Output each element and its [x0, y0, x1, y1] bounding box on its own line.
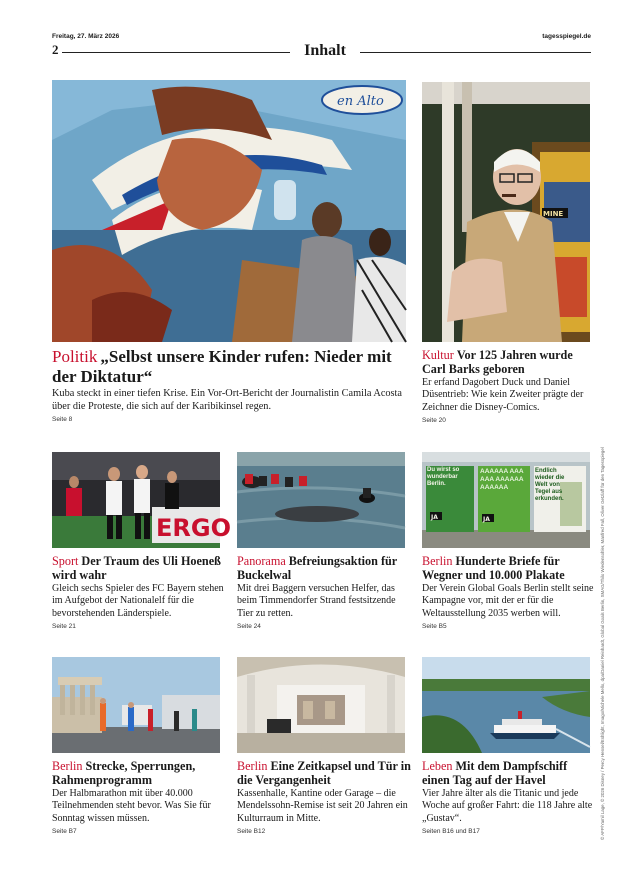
panorama-teaser: Mit drei Baggern versuchen Helfer, das beim Timmendorfer Strand festsitzende Tier zu retten. [237, 583, 396, 619]
sport-article[interactable] [52, 554, 224, 630]
mural-lettering: en Alto [337, 94, 384, 109]
poster-ja-2: JA [483, 516, 490, 523]
kultur-page-ref: Seite 20 [422, 417, 446, 425]
berlin-plakate-section-label: Berlin [422, 554, 453, 568]
header-rule-left [62, 52, 290, 53]
berlin-marathon-page-ref: Seite B7 [52, 828, 77, 836]
leben-section-label: Leben [422, 759, 453, 773]
lead-article[interactable] [52, 347, 412, 423]
berlin-remise-teaser: Kassenhalle, Kantine oder Garage – die Mendelssohn-Remise ist seit 20 Jahren ein Kulturraum in Mitte. [237, 788, 408, 824]
leben-image-steamship[interactable] [422, 657, 590, 753]
sport-page-ref: Seite 21 [52, 623, 76, 631]
berlin-remise-headline[interactable]: Berlin Eine Zeitkapsel und Tür in die Vergangenheit [237, 759, 411, 787]
berlin-marathon-article[interactable] [52, 759, 224, 835]
kultur-section-label: Kultur [422, 348, 454, 362]
lead-image-cuba-mural[interactable] [52, 80, 406, 342]
panorama-headline[interactable]: Panorama Befreiungsaktion für Buckelwal [237, 554, 397, 582]
berlin-plakate-teaser: Der Verein Global Goals Berlin stellt seine Kampagne vor, mit der er für die Weltausstellung 2035 werben will. [422, 583, 594, 619]
panorama-page-ref: Seite 24 [237, 623, 261, 631]
page-number: 2 [52, 42, 59, 57]
poster-3-text: Endlich wieder die Welt von Tegel aus erkunden. [535, 468, 565, 502]
lead-headline[interactable]: Politik „Selbst unsere Kinder rufen: Nieder mit der Diktatur“ [52, 347, 392, 386]
berlin-plakate-headline[interactable]: Berlin Hunderte Briefe für Wegner und 10.000 Plakate [422, 554, 565, 582]
berlin-remise-page-ref: Seite B12 [237, 828, 266, 836]
header-rule-right [360, 52, 591, 53]
photo-credits: © AFP/Yamil Lage, © 2026 Disney / Percy Hensel/Eshlight, Imago/Michele Mello, dpa/Daniel Reinhardt, Global Goals Berlin, SMAG/Thilo Wiedensohler, Manfred Fall, Oliver Getzlaff für den Tagesspiegel [600, 447, 605, 840]
kultur-teaser: Er erfand Dagobert Duck und Daniel Düsentrieb: Wie kein Zweiter prägte der Zeichner die Disney-Comics. [422, 377, 584, 413]
berlin-marathon-teaser: Der Halbmarathon mit über 40.000 Teilnehmenden steht bevor. Was Sie für Sonntag wissen müssen. [52, 788, 211, 824]
issue-date: Freitag, 27. März 2026 [52, 33, 120, 40]
panorama-article[interactable] [237, 554, 409, 630]
lead-teaser: Kuba steckt in einer tiefen Krise. Ein Vor-Ort-Bericht der Journalistin Camila Acosta über die Proteste, die sich auf der Karibikinsel regen. [52, 388, 402, 412]
berlin-plakate-article[interactable] [422, 554, 594, 630]
leben-page-ref: Seiten B16 und B17 [422, 828, 480, 836]
berlin-image-posters[interactable] [422, 452, 590, 548]
poster-2-text: AAAAAA AAAAAA AAAAAA AAAAAA [480, 468, 524, 491]
sport-headline[interactable]: Sport Der Traum des Uli Hoeneß wird wahr [52, 554, 221, 582]
sport-teaser: Gleich sechs Spieler des FC Bayern stehen im Aufgebot der Nationalelf für die bevorstehenden Länderspiele. [52, 583, 224, 619]
poster-1-text: Du wirst so wunderbar Berlin. [427, 467, 460, 487]
sport-image-football[interactable] [52, 452, 231, 548]
berlin-plakate-page-ref: Seite B5 [422, 623, 447, 631]
berlin-image-remise[interactable] [237, 657, 405, 753]
kultur-article[interactable] [422, 348, 594, 424]
ergo-banner-text: ERGO [156, 514, 231, 542]
poster-ja-1: JA [431, 514, 438, 521]
leben-headline[interactable]: Leben Mit dem Dampfschiff einen Tag auf der Havel [422, 759, 568, 787]
kultur-headline[interactable]: Kultur Vor 125 Jahren wurde Carl Barks geboren [422, 348, 573, 376]
site-url[interactable]: tagesspiegel.de [542, 33, 591, 40]
berlin-marathon-headline[interactable]: Berlin Strecke, Sperrungen, Rahmenprogramm [52, 759, 196, 787]
panorama-section-label: Panorama [237, 554, 286, 568]
berlin-marathon-section-label: Berlin [52, 759, 83, 773]
berlin-remise-section-label: Berlin [237, 759, 268, 773]
leben-teaser: Vier Jahre älter als die Titanic und jede Woche auf großer Fahrt: die 118 Jahre alte „Gustav“. [422, 788, 593, 824]
lead-section-label: Politik [52, 347, 98, 366]
panorama-image-whale[interactable] [237, 452, 405, 548]
page-title: Inhalt [304, 42, 346, 59]
berlin-image-marathon[interactable] [52, 657, 220, 753]
sport-section-label: Sport [52, 554, 79, 568]
kultur-image-carl-barks[interactable] [422, 82, 590, 342]
leben-article[interactable] [422, 759, 594, 835]
painting-sign: MINE [543, 210, 564, 218]
lead-page-ref: Seite 8 [52, 416, 73, 424]
berlin-remise-article[interactable] [237, 759, 411, 835]
